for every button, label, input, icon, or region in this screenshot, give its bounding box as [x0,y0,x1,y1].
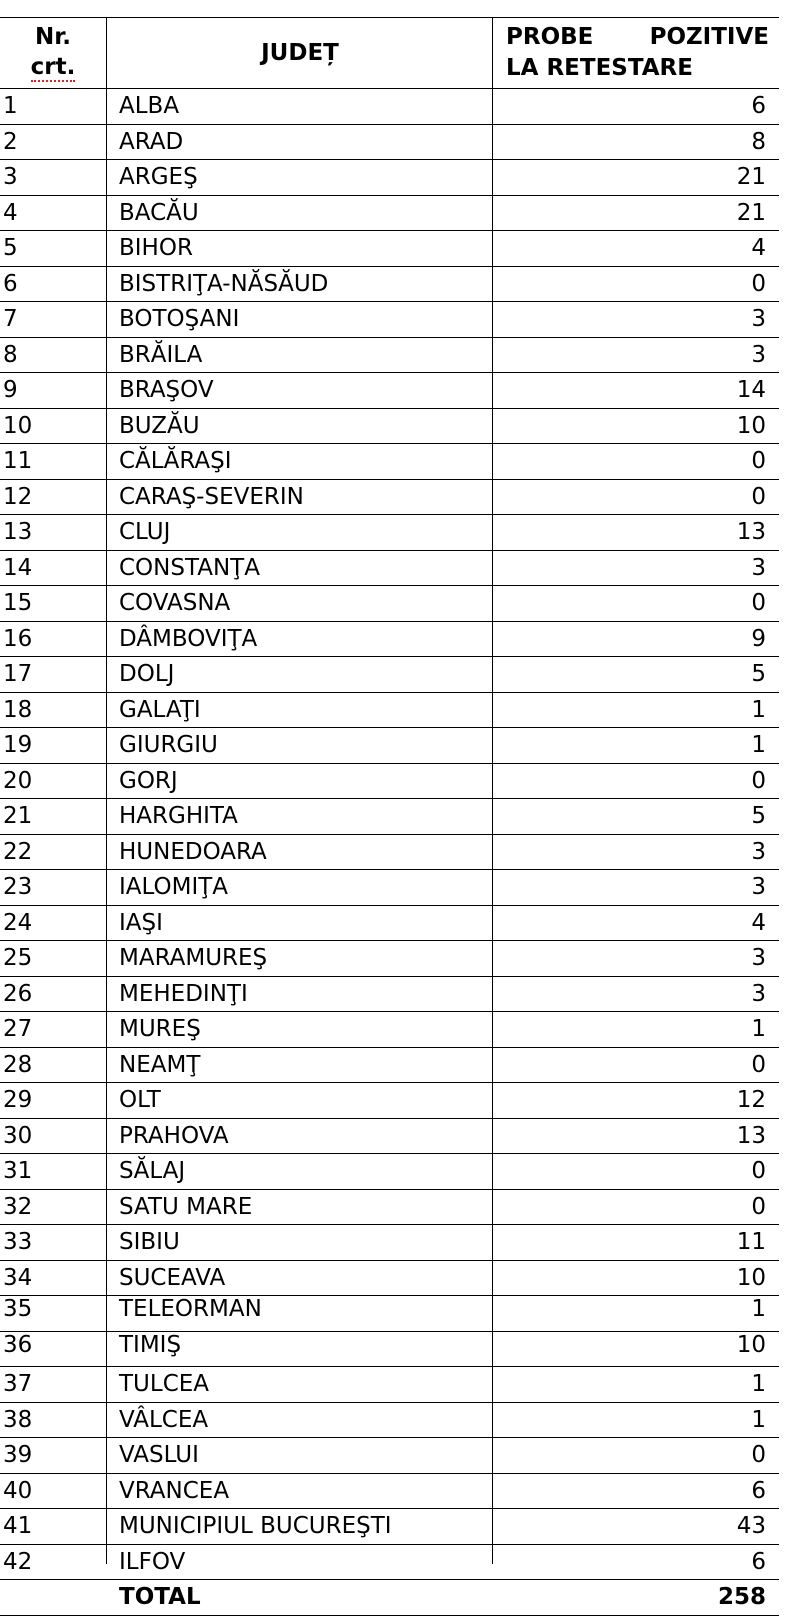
row-judet: HUNEDOARA [119,838,267,865]
row-judet: SĂLAJ [119,1158,186,1184]
row-nr: 21 [3,803,33,829]
row-nr: 8 [3,341,18,368]
row-value: 0 [751,1442,766,1468]
row-nr: 28 [3,1051,33,1078]
table-row [0,231,779,267]
row-nr: 41 [3,1513,33,1539]
row-judet: HARGHITA [119,803,238,829]
row-judet: MEHEDINŢI [119,980,248,1007]
row-value: 21 [736,199,766,226]
table-row [0,835,779,871]
row-value: 13 [736,1122,766,1149]
header-nr-line2: crt. [30,54,76,80]
row-judet: TIMIŞ [119,1331,182,1358]
table-row [0,1190,779,1226]
table-row [0,444,779,480]
row-nr: 25 [3,945,33,971]
row-value: 1 [751,1371,766,1397]
row-nr: 7 [3,306,18,332]
row-nr: 11 [3,448,33,474]
row-value: 10 [736,1331,766,1358]
row-value: 3 [751,874,766,900]
row-judet: MUREŞ [119,1016,201,1042]
row-nr: 37 [3,1371,33,1397]
row-judet: ARAD [119,128,184,155]
table-row [0,1261,779,1297]
row-nr: 5 [3,235,18,261]
table-row [0,1403,779,1439]
row-value: 4 [751,909,766,936]
row-value: 10 [736,1264,766,1291]
row-judet: BUZĂU [119,412,200,439]
row-judet: SIBIU [119,1229,180,1255]
row-judet: ARGEŞ [119,164,198,190]
row-judet: NEAMŢ [119,1051,201,1078]
row-judet: DOLJ [119,661,175,687]
row-judet: BRAŞOV [119,377,214,403]
row-value: 0 [751,448,766,474]
row-value: 3 [751,341,766,368]
header-probe-line2: LA RETESTARE [506,55,693,81]
header-probe-word1: PROBE [506,24,594,50]
row-value: 5 [751,661,766,687]
row-nr: 39 [3,1442,33,1468]
table-row [0,125,779,161]
row-judet: CONSTANŢA [119,554,260,581]
row-value: 21 [736,164,766,190]
row-nr: 9 [3,377,18,403]
row-nr: 16 [3,625,33,652]
row-judet: BISTRIŢA-NĂSĂUD [119,270,329,297]
row-value: 3 [751,838,766,865]
row-judet: BOTOŞANI [119,306,240,332]
row-judet: CARAŞ-SEVERIN [119,483,304,510]
row-value: 0 [751,1158,766,1184]
row-nr: 3 [3,164,18,190]
row-judet: TOTAL [119,1584,201,1610]
row-nr: 2 [3,128,18,155]
table-row [0,870,779,906]
table-row [0,551,779,587]
header-probe-word2: POZITIVE [649,24,769,50]
header-nr-line1: Nr. [34,24,72,50]
row-nr: 12 [3,483,33,510]
table-row [0,267,779,303]
row-value: 9 [751,625,766,652]
row-nr: 24 [3,909,33,936]
row-judet: MARAMUREŞ [119,945,268,971]
row-judet: ALBA [119,93,180,119]
table-row [0,906,779,942]
row-value: 6 [751,1548,766,1575]
row-judet: CLUJ [119,519,171,545]
table-row [0,1048,779,1084]
row-value: 1 [751,696,766,723]
row-nr: 13 [3,519,33,545]
table-row [0,409,779,445]
row-nr: 31 [3,1158,33,1184]
row-judet: DÂMBOVIŢA [119,625,258,652]
row-value: 13 [736,519,766,545]
table-row [0,1225,779,1261]
table-header [0,17,779,89]
table-row [0,89,779,125]
row-judet: VRANCEA [119,1477,230,1504]
row-value: 12 [736,1087,766,1113]
table-row [0,480,779,516]
table-row [0,1119,779,1155]
row-judet: CĂLĂRAŞI [119,448,232,474]
header-nr-crt [0,18,106,88]
table-row [0,1332,779,1368]
row-value: 4 [751,235,766,261]
row-nr: 27 [3,1016,33,1042]
row-judet: SUCEAVA [119,1264,226,1291]
row-judet: VASLUI [119,1442,199,1468]
row-value: 3 [751,306,766,332]
row-value: 1 [751,1296,766,1322]
row-judet: IALOMIŢA [119,874,229,900]
row-judet: BRĂILA [119,341,203,368]
table-row [0,799,779,835]
table-row [0,1509,779,1545]
row-judet: COVASNA [119,590,231,616]
table-row [0,338,779,374]
table-row [0,764,779,800]
row-judet: TULCEA [119,1371,210,1397]
table-row [0,515,779,551]
table-row [0,302,779,338]
row-judet: VÂLCEA [119,1406,209,1433]
row-nr: 35 [3,1296,33,1322]
table-row [0,728,779,764]
county-table [0,17,779,1616]
row-judet: MUNICIPIUL BUCUREŞTI [119,1513,392,1539]
row-judet: BIHOR [119,235,193,261]
row-value: 43 [736,1513,766,1539]
row-value: 0 [751,270,766,297]
row-value: 0 [751,1051,766,1078]
row-value: 10 [736,412,766,439]
row-judet: PRAHOVA [119,1122,229,1149]
row-nr: 38 [3,1406,33,1433]
row-judet: BACĂU [119,199,199,226]
row-value: 6 [751,1477,766,1504]
row-value: 1 [751,1016,766,1042]
row-nr: 40 [3,1477,33,1504]
table-row [0,586,779,622]
row-nr: 36 [3,1331,33,1358]
row-value: 8 [751,128,766,155]
row-value: 3 [751,554,766,581]
row-judet: GIURGIU [119,732,218,758]
header-judet: JUDEȚ [261,40,339,66]
row-nr: 29 [3,1087,33,1113]
row-value: 0 [751,590,766,616]
row-value: 11 [736,1229,766,1255]
row-value: 0 [751,483,766,510]
row-nr: 34 [3,1264,33,1291]
row-nr: 32 [3,1193,33,1220]
row-judet: GORJ [119,767,178,794]
table-row [0,657,779,693]
row-nr: 15 [3,590,33,616]
row-value: 1 [751,1406,766,1433]
table-body [0,89,779,1616]
row-nr: 18 [3,696,33,723]
row-value: 14 [736,377,766,403]
row-value: 0 [751,767,766,794]
row-nr: 10 [3,412,33,439]
row-judet: OLT [119,1087,161,1113]
row-value: 258 [717,1584,766,1610]
header-probe-pozitive [494,18,773,88]
table-row [0,1545,779,1581]
table-row [0,941,779,977]
table-row [0,1154,779,1190]
row-judet: SATU MARE [119,1193,253,1220]
table-row [0,622,779,658]
row-nr: 20 [3,767,33,794]
row-judet: IAŞI [119,909,163,936]
row-judet: TELEORMAN [119,1296,262,1322]
row-value: 6 [751,93,766,119]
table-row [0,160,779,196]
row-value: 3 [751,980,766,1007]
row-nr: 19 [3,732,33,758]
total-row [0,1580,779,1616]
table-row [0,977,779,1013]
row-nr: 22 [3,838,33,865]
table-row [0,1367,779,1403]
row-nr: 6 [3,270,18,297]
row-nr: 17 [3,661,33,687]
row-nr: 4 [3,199,18,226]
row-nr: 14 [3,554,33,581]
row-nr: 1 [3,93,18,119]
table-row [0,1438,779,1474]
row-nr: 42 [3,1548,33,1575]
row-value: 3 [751,945,766,971]
table-row [0,196,779,232]
column-divider-1 [106,17,107,1564]
row-judet: ILFOV [119,1548,186,1575]
column-divider-2 [492,17,493,1564]
table-row [0,693,779,729]
row-nr: 33 [3,1229,33,1255]
table-row [0,1296,779,1332]
row-value: 0 [751,1193,766,1220]
table-row [0,373,779,409]
row-nr: 26 [3,980,33,1007]
row-judet: GALAŢI [119,696,201,723]
row-nr: 23 [3,874,33,900]
table-row [0,1474,779,1510]
row-nr: 30 [3,1122,33,1149]
row-value: 5 [751,803,766,829]
table-row [0,1083,779,1119]
table-row [0,1012,779,1048]
row-value: 1 [751,732,766,758]
